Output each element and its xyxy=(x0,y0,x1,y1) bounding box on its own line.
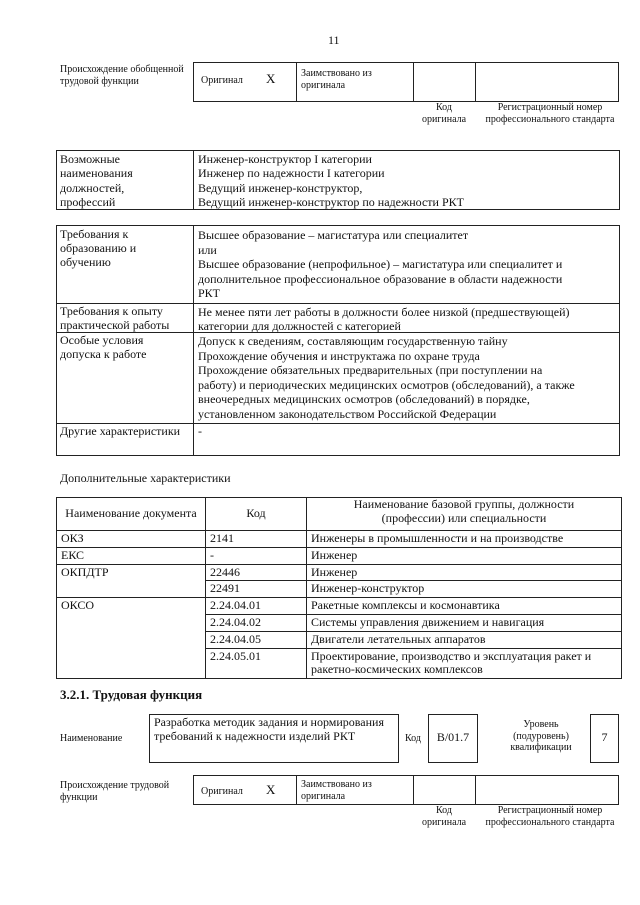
code-caption: Код оригинала xyxy=(421,102,467,125)
cell-code: 22446 xyxy=(206,564,307,581)
cell-doc: ЕКС xyxy=(57,547,206,564)
table-row xyxy=(57,631,622,648)
text-line: Допуск к сведениям, составляющим государственную тайну xyxy=(198,334,508,348)
function-level-value: 7 xyxy=(601,730,608,744)
text-line: категории для должностей с категорией xyxy=(198,319,401,333)
position-item: Ведущий инженер-конструктор по надежности РКТ xyxy=(198,194,464,209)
function-name-value: Разработка методик задания и нормирования требований к надежности изделий РКТ xyxy=(154,715,384,743)
function-code-value: B/01.7 xyxy=(436,730,470,744)
cell-code: 22491 xyxy=(206,581,307,598)
borrowed-label-bottom: Заимствовано из оригинала xyxy=(301,779,372,802)
cell-code: - xyxy=(206,547,307,564)
cell-doc xyxy=(57,581,206,598)
cell-name: Двигатели летательных аппаратов xyxy=(307,631,622,648)
text-line: дополнительное профессиональное образование в области надежности xyxy=(198,271,563,286)
origin-label: Происхождение обобщенной трудовой функции xyxy=(60,64,184,87)
col-header-name: Наименование базовой группы, должности (профессии) или специальности xyxy=(307,498,622,531)
cell-code: 2.24.04.05 xyxy=(206,631,307,648)
cell-name: Проектирование, производство и эксплуатация ракет и ракетно-космических комплексов xyxy=(307,648,622,679)
cell-code: 2.24.04.01 xyxy=(206,598,307,615)
additional-title: Дополнительные характеристики xyxy=(60,471,231,485)
code-caption-bottom: Код оригинала xyxy=(421,805,467,828)
cell-code: 2.24.04.02 xyxy=(206,614,307,631)
cell-code: 2.24.05.01 xyxy=(206,648,307,679)
text-line: или xyxy=(198,242,217,257)
additional-table xyxy=(56,497,622,679)
text-line: Прохождение обязательных предварительных (при поступлении на xyxy=(198,363,543,378)
table-row xyxy=(57,614,622,631)
origin-table xyxy=(193,62,619,102)
text-line: Прохождение обучения и инструктажа по охране труда xyxy=(198,348,480,363)
req-education-label: Требования к образованию и обучению xyxy=(60,227,137,269)
cell-name: Системы управления движением и навигация xyxy=(307,614,622,631)
original-label: Оригинал xyxy=(201,75,243,86)
text-line: установленном законодательством Российской Федерации xyxy=(198,406,497,421)
cell-name: Ракетные комплексы и космонавтика xyxy=(307,598,622,615)
text-line: Не менее пяти лет работы в должности более низкой (предшествующей) xyxy=(198,305,570,319)
col-header-code: Код xyxy=(206,498,307,531)
table-row xyxy=(57,648,622,679)
req-experience-values xyxy=(198,305,618,333)
borrowed-label: Заимствовано из оригинала xyxy=(301,68,372,91)
cell-code: 2141 xyxy=(206,531,307,548)
req-other-value: - xyxy=(198,424,202,438)
cell-name: Инженеры в промышленности и на производстве xyxy=(307,531,622,548)
function-name-label: Наименование xyxy=(60,733,123,744)
req-education-values xyxy=(198,228,618,301)
col-header-doc: Наименование документа xyxy=(57,498,206,531)
text-line: работу) и периодических медицинских осмотров (обследований), а также xyxy=(198,377,575,392)
text-line: внеочередных медицинских осмотров (обследований) в порядке, xyxy=(198,392,530,407)
cell-doc xyxy=(57,614,206,631)
reg-caption: Регистрационный номер профессионального стандарта xyxy=(485,102,615,125)
original-label-bottom: Оригинал xyxy=(201,786,243,797)
table-row xyxy=(57,581,622,598)
original-mark: X xyxy=(266,71,276,86)
req-other-label: Другие характеристики xyxy=(60,424,181,438)
cell-doc: ОКСО xyxy=(57,598,206,615)
origin-table-bottom xyxy=(193,775,619,805)
table-row xyxy=(57,531,622,548)
cell-doc xyxy=(57,631,206,648)
position-item: Ведущий инженер-конструктор, xyxy=(198,180,363,195)
positions-values xyxy=(198,152,618,209)
cell-name: Инженер xyxy=(307,547,622,564)
text-line: РКТ xyxy=(198,286,221,300)
section-heading: 3.2.1. Трудовая функция xyxy=(60,687,203,702)
req-experience-label: Требования к опыту практической работы xyxy=(60,304,170,332)
reg-caption-bottom: Регистрационный номер профессионального стандарта xyxy=(485,805,615,828)
origin-label-bottom: Происхождение трудовой функции xyxy=(60,780,170,803)
cell-doc: ОКЗ xyxy=(57,531,206,548)
req-conditions-values xyxy=(198,334,618,422)
position-item: Инженер-конструктор I категории xyxy=(198,152,372,166)
original-mark-bottom: X xyxy=(266,782,276,797)
positions-label: Возможные наименования должностей, профессий xyxy=(60,152,133,210)
table-row xyxy=(57,564,622,581)
req-conditions-label: Особые условия допуска к работе xyxy=(60,333,147,361)
cell-doc xyxy=(57,648,206,679)
cell-name: Инженер xyxy=(307,564,622,581)
page-number: 11 xyxy=(328,33,340,47)
table-row xyxy=(57,598,622,615)
cell-doc: ОКПДТР xyxy=(57,564,206,581)
position-item: Инженер по надежности I категории xyxy=(198,166,385,181)
function-code-label: Код xyxy=(405,733,421,744)
table-row xyxy=(57,547,622,564)
text-line: Высшее образование (непрофильное) – магистатура или специалитет и xyxy=(198,257,563,271)
function-level-label: Уровень (подуровень) квалификации xyxy=(510,719,572,753)
text-line: Высшее образование – магистатура или специалитет xyxy=(198,228,469,242)
cell-name: Инженер-конструктор xyxy=(307,581,622,598)
